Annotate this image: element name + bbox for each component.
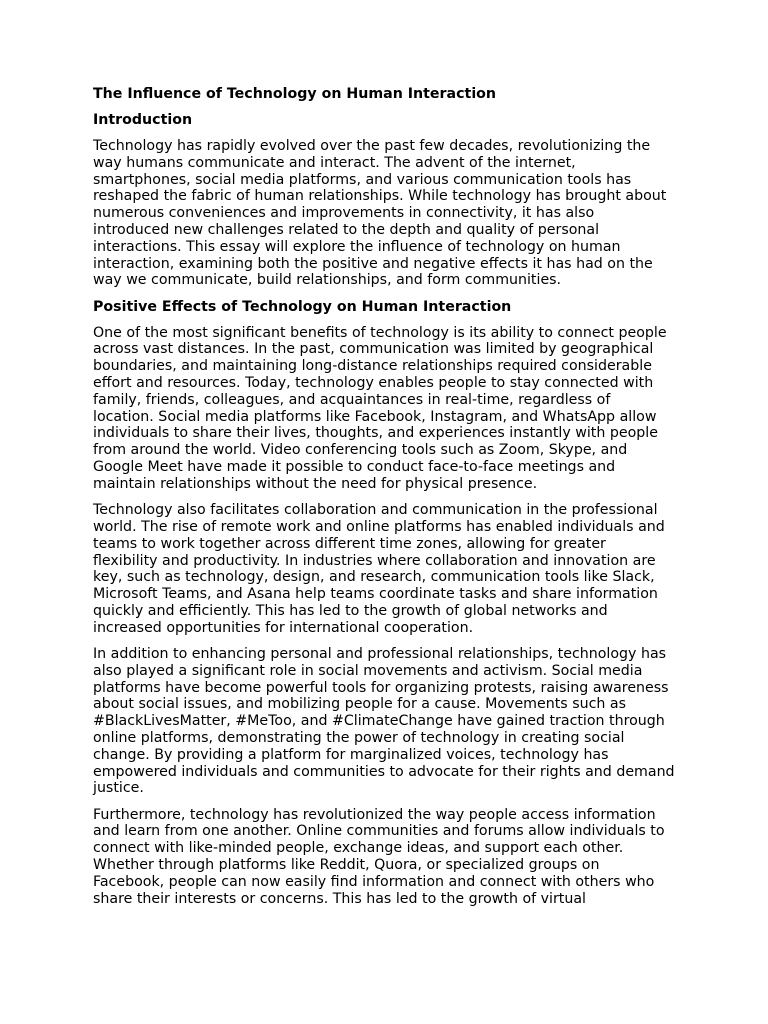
paragraph	[93, 807, 683, 908]
section-heading: Positive Effects of Technology on Human Interaction	[93, 298, 512, 315]
paragraph-line: Whether through platforms like Reddit, Quora, or specialized groups on	[93, 857, 600, 874]
paragraph-line: maintain relationships without the need for physical presence.	[93, 475, 538, 492]
paragraph-line: across vast distances. In the past, communication was limited by geographical	[93, 341, 654, 358]
paragraph-line: from around the world. Video conferencing tools such as Zoom, Skype, and	[93, 442, 628, 459]
paragraph-line: online platforms, demonstrating the power of technology in creating social	[93, 730, 625, 746]
paragraph-line: Microsoft Teams, and Asana help teams coordinate tasks and share information	[93, 586, 658, 603]
paragraph-line: Furthermore, technology has revolutionized the way people access information	[93, 806, 656, 823]
paragraph-line: about social issues, and mobilizing people for a cause. Movements such as	[93, 696, 626, 713]
paragraph-line: justice.	[93, 780, 144, 797]
paragraph-line: share their interests or concerns. This has led to the growth of virtual	[93, 890, 586, 907]
paragraph-line: introduced new challenges related to the depth and quality of personal	[93, 221, 600, 238]
paragraph-line: boundaries, and maintaining long-distance relationships required considerable	[93, 358, 652, 375]
paragraph-line: also played a significant role in social movements and activism. Social media	[93, 662, 643, 679]
paragraph-line: #BlackLivesMatter, #MeToo, and #ClimateChange have gained traction through	[93, 713, 665, 730]
paragraph-line: teams to work together across different time zones, allowing for greater	[93, 535, 606, 552]
paragraph-line: One of the most significant benefits of technology is its ability to connect people	[93, 324, 667, 341]
document-title: The Influence of Technology on Human Interaction	[93, 86, 497, 102]
paragraph-line: increased opportunities for international cooperation.	[93, 619, 474, 636]
paragraph-line: change. By providing a platform for marginalized voices, technology has	[93, 746, 609, 763]
paragraph-line: numerous conveniences and improvements in connectivity, it has also	[93, 205, 595, 222]
paragraph-line: Technology has rapidly evolved over the past few decades, revolutionizing the	[93, 138, 651, 154]
paragraph-line: way humans communicate and interact. The advent of the internet,	[93, 154, 576, 171]
paragraph-line: connect with like-minded people, exchange ideas, and support each other.	[93, 840, 624, 857]
paragraph-line: empowered individuals and communities to advocate for their rights and demand	[93, 763, 675, 780]
paragraph-line: Facebook, people can now easily find information and connect with others who	[93, 873, 655, 890]
paragraph-line: individuals to share their lives, thoughts, and experiences instantly with people	[93, 425, 658, 442]
document-body	[93, 112, 683, 907]
paragraph-line: way we communicate, build relationships, and form communities.	[93, 272, 562, 289]
paragraph-line: family, friends, colleagues, and acquaintances in real-time, regardless of	[93, 391, 611, 408]
paragraph	[93, 502, 683, 636]
paragraph-line: world. The rise of remote work and online platforms has enabled individuals and	[93, 518, 665, 535]
paragraph-line: platforms have become powerful tools for organizing protests, raising awareness	[93, 679, 669, 696]
paragraph	[93, 325, 683, 493]
paragraph-line: interactions. This essay will explore the influence of technology on human	[93, 238, 621, 255]
paragraph	[93, 138, 683, 289]
paragraph-line: interaction, examining both the positive and negative effects it has had on the	[93, 255, 653, 272]
paragraph-line: Technology also facilitates collaboration and communication in the professional	[93, 502, 658, 519]
paragraph-line: flexibility and productivity. In industries where collaboration and innovation are	[93, 552, 656, 569]
paragraph	[93, 646, 683, 797]
paragraph-line: In addition to enhancing personal and professional relationships, technology has	[93, 646, 667, 663]
paragraph-line: smartphones, social media platforms, and various communication tools has	[93, 171, 632, 188]
paragraph-line: key, such as technology, design, and research, communication tools like Slack,	[93, 569, 655, 586]
paragraph-line: reshaped the fabric of human relationships. While technology has brought about	[93, 188, 667, 205]
paragraph-line: location. Social media platforms like Facebook, Instagram, and WhatsApp allow	[93, 408, 657, 425]
section-heading: Introduction	[93, 112, 193, 128]
paragraph-line: Google Meet have made it possible to conduct face-to-face meetings and	[93, 459, 616, 476]
paragraph-line: and learn from one another. Online communities and forums allow individuals to	[93, 823, 665, 840]
paragraph-line: quickly and efficiently. This has led to the growth of global networks and	[93, 602, 608, 619]
document-page	[93, 86, 683, 917]
paragraph-line: effort and resources. Today, technology enables people to stay connected with	[93, 375, 654, 392]
